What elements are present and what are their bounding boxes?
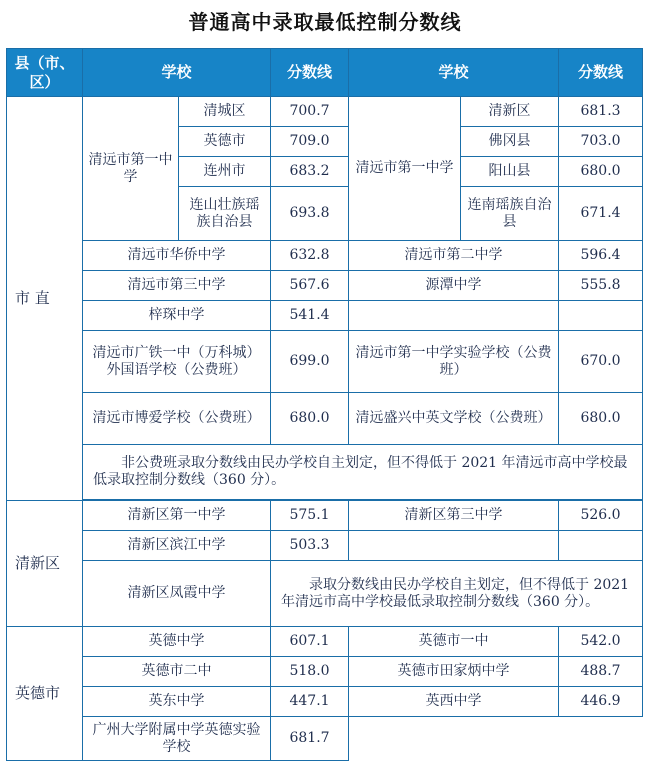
district-cell: 佛冈县 [461,127,559,157]
score-cell: 681.3 [559,97,643,127]
school-cell: 清远市第二中学 [349,241,559,271]
district-cell: 清城区 [179,97,271,127]
score-cell: 526.0 [559,501,643,531]
score-cell: 503.3 [271,531,349,561]
header-school-2: 学校 [349,49,559,97]
score-cell: 596.4 [559,241,643,271]
empty-cell [559,531,643,561]
score-table [6,48,643,761]
table-row [7,657,643,687]
district-cell: 阳山县 [461,157,559,187]
score-cell: 670.0 [559,331,643,393]
county-qingxin: 清新区 [7,501,83,627]
score-cell: 607.1 [271,627,349,657]
header-score-1: 分数线 [271,49,349,97]
score-cell: 567.6 [271,271,349,301]
table-row [7,627,643,657]
school-cell: 英德市一中 [349,627,559,657]
district-cell: 英德市 [179,127,271,157]
district-cell: 连南瑶族自治县 [461,187,559,241]
school-cell: 清远市第三中学 [83,271,271,301]
score-cell: 447.1 [271,687,349,717]
school-cell: 梓琛中学 [83,301,271,331]
table-row [7,531,643,561]
score-cell [559,301,643,331]
score-cell: 446.9 [559,687,643,717]
school-cell: 清新区滨江中学 [83,531,271,561]
district-cell: 连州市 [179,157,271,187]
yizhong-right-name: 清远市第一中学 [349,97,461,241]
header-county: 县（市、区） [7,49,83,97]
table-row [7,445,643,500]
empty-cell [349,717,643,761]
table-row [7,561,643,627]
county-shizhi: 市 直 [7,97,83,501]
school-cell: 英东中学 [83,687,271,717]
school-cell: 清新区凤霞中学 [83,561,271,627]
school-cell: 清新区第三中学 [349,501,559,531]
score-cell: 681.7 [271,717,349,761]
school-cell: 清远市广铁一中（万科城）外国语学校（公费班） [83,331,271,393]
score-cell: 680.0 [559,157,643,187]
score-cell: 683.2 [271,157,349,187]
header-row [7,49,643,97]
header-score-2: 分数线 [559,49,643,97]
school-cell: 英西中学 [349,687,559,717]
school-cell: 清远市华侨中学 [83,241,271,271]
school-cell: 清新区第一中学 [83,501,271,531]
score-cell: 541.4 [271,301,349,331]
school-cell: 英德市二中 [83,657,271,687]
score-cell: 575.1 [271,501,349,531]
score-cell: 680.0 [271,393,349,445]
table-row [7,687,643,717]
score-cell: 671.4 [559,187,643,241]
header-school-1: 学校 [83,49,271,97]
score-cell: 542.0 [559,627,643,657]
school-cell: 清远盛兴中英文学校（公费班） [349,393,559,445]
score-cell: 488.7 [559,657,643,687]
score-cell: 709.0 [271,127,349,157]
score-cell: 555.8 [559,271,643,301]
score-cell: 699.0 [271,331,349,393]
school-cell: 清远市博爱学校（公费班） [83,393,271,445]
score-cell: 703.0 [559,127,643,157]
district-cell: 连山壮族瑶族自治县 [179,187,271,241]
score-cell: 518.0 [271,657,349,687]
table-row [7,271,643,301]
yizhong-left-name: 清远市第一中学 [83,97,179,241]
score-cell: 632.8 [271,241,349,271]
school-cell: 清远市第一中学实验学校（公费班） [349,331,559,393]
school-cell: 广州大学附属中学英德实验学校 [83,717,271,761]
score-cell: 700.7 [271,97,349,127]
school-cell: 英德市田家炳中学 [349,657,559,687]
empty-cell [349,531,559,561]
table-row [7,301,643,331]
table-row [7,501,643,531]
score-cell: 693.8 [271,187,349,241]
note-cell: 录取分数线由民办学校自主划定，但不得低于 2021 年清远市高中学校最低录取控制分数线（360 分）。 [271,561,643,627]
district-cell: 清新区 [461,97,559,127]
school-cell: 英德中学 [83,627,271,657]
table-row [7,241,643,271]
table-row [7,393,643,445]
school-cell: 源潭中学 [349,271,559,301]
county-yingde: 英德市 [7,627,83,761]
page-title: 普通高中录取最低控制分数线 [188,10,462,34]
score-cell: 680.0 [559,393,643,445]
table-row [7,717,643,761]
table-row [7,97,643,127]
table-row [7,331,643,393]
note-cell: 非公费班录取分数线由民办学校自主划定，但不得低于 2021 年清远市高中学校最低录取控制分数线（360 分）。 [83,445,643,500]
school-cell [349,301,559,331]
